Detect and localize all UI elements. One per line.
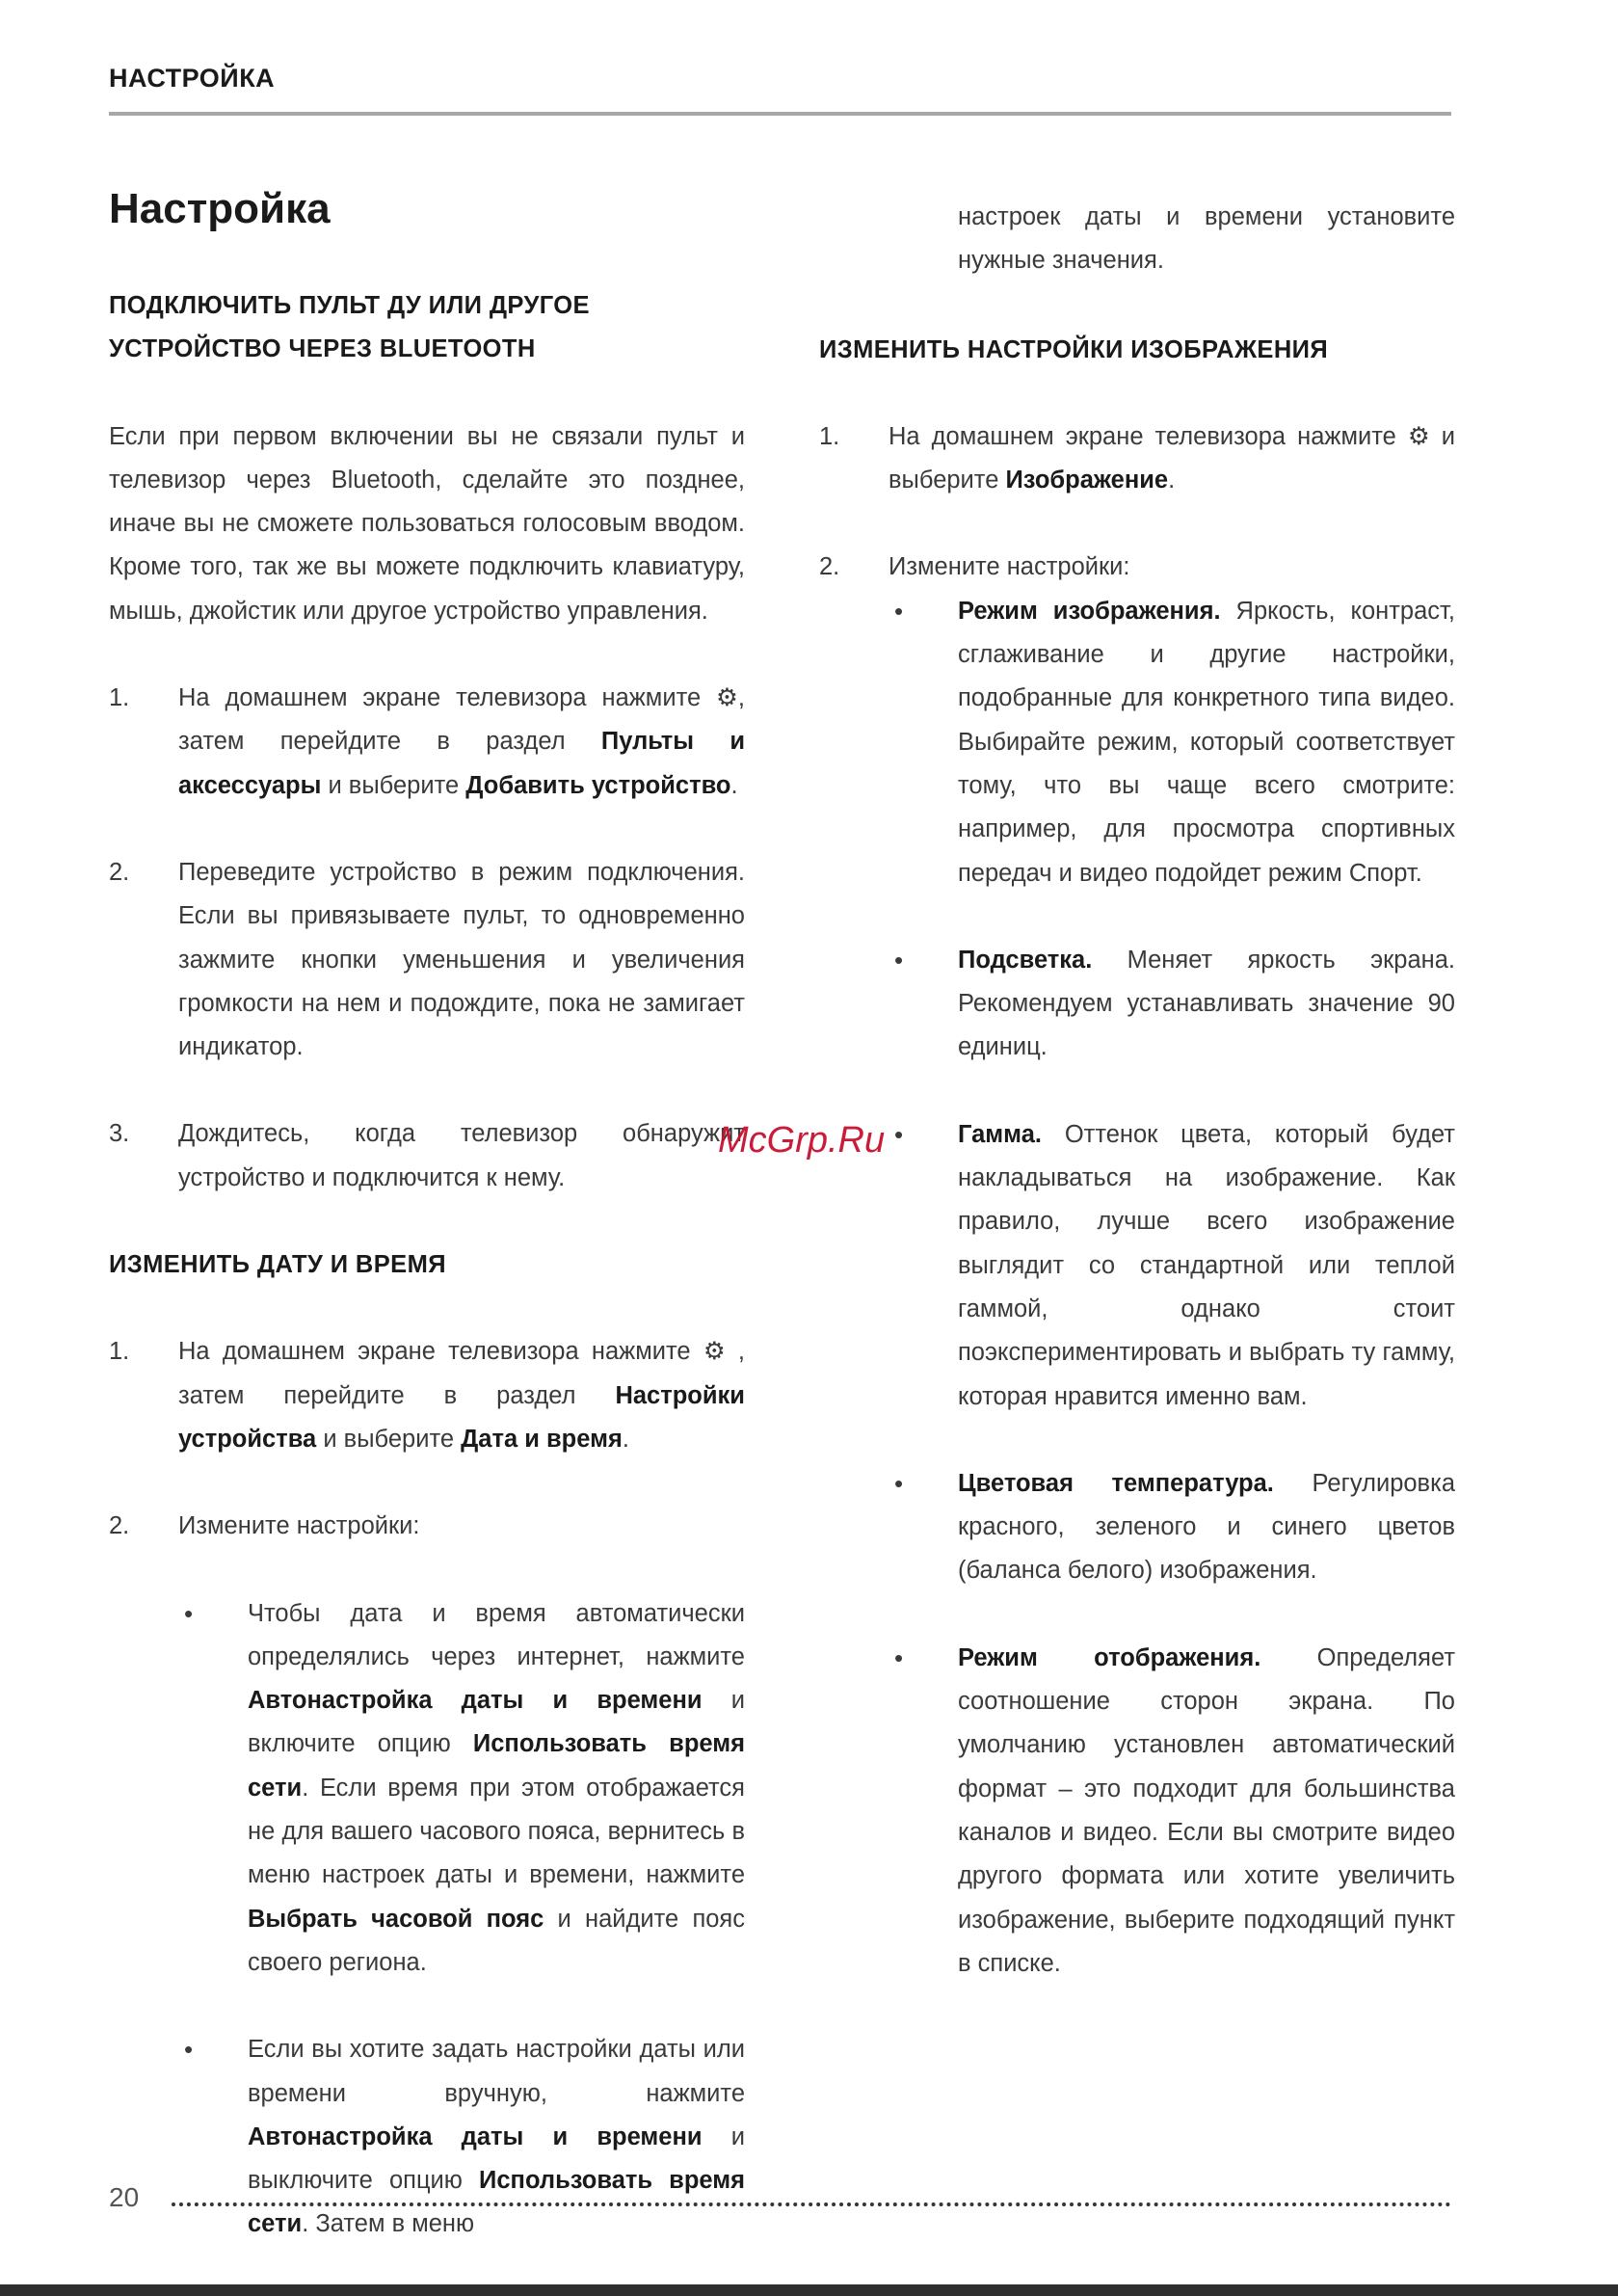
footer-dotted-rule xyxy=(172,2203,1451,2206)
bullet-icon: • xyxy=(894,1468,904,1498)
step-text: На домашнем экране телевизора нажмите ⚙ и выберите xyxy=(889,422,1455,494)
step-number: 2. xyxy=(109,858,130,886)
setting-description: Определяет соотношение сторон экрана. По умолчанию установлен автоматический формат – это подходит для большинства каналов и видео. Если вы смотрите видео другого формата или хотите увеличить изображение, выберите подходящий пункт в списке. xyxy=(958,1643,1455,1977)
setting-term: Режим изображения. xyxy=(958,597,1221,625)
header-rule xyxy=(109,112,1451,116)
step-number: 1. xyxy=(109,1338,130,1366)
setting-term: Цветовая температура. xyxy=(958,1469,1274,1497)
menu-path: Выбрать часовой пояс xyxy=(248,1905,544,1933)
bullet-icon: • xyxy=(894,1119,904,1149)
step-number: 2. xyxy=(109,1512,130,1540)
dt-bullet-auto xyxy=(184,1592,745,1986)
setting-term: Режим отображения. xyxy=(958,1643,1261,1671)
bullet-icon: • xyxy=(894,1642,904,1672)
setting-term: Подсветка. xyxy=(958,946,1093,974)
bottom-band xyxy=(0,2284,1618,2296)
bullet-text: . Если время при этом отображается не для вашего часового пояса, вернитесь в меню настроек даты и времени, нажмите xyxy=(248,1774,745,1889)
step-number: 1. xyxy=(819,422,840,450)
menu-path: Пульты и аксессуары xyxy=(178,728,745,799)
bullet-text: и включите опцию xyxy=(248,1687,745,1758)
bt-step-3 xyxy=(109,1112,745,1200)
setting-term: Гамма. xyxy=(958,1120,1042,1148)
right-column xyxy=(819,196,1455,1986)
bluetooth-intro: Если при первом включении вы не связали пульт и телевизор через Bluetooth, сделайте это позднее, иначе вы не сможете пользоваться голосовым вводом. Кроме того, так же вы можете подключить клавиатуру, мышь, джойстик или другое устройство управления. xyxy=(109,422,745,625)
page-title: Настройка xyxy=(109,185,331,232)
section-heading-datetime: ИЗМЕНИТЬ ДАТУ И ВРЕМЯ xyxy=(109,1251,446,1279)
step-text: Измените настройки: xyxy=(889,553,1130,581)
setting-description: Регулировка красного, зеленого и синего цветов (баланса белого) изображения. xyxy=(958,1469,1455,1585)
display-mode-item xyxy=(894,1637,1455,1986)
bullet-icon: • xyxy=(894,945,904,974)
img-step-2 xyxy=(819,546,1455,589)
setting-description: Оттенок цвета, который будет накладываться на изображение. Как правило, лучше всего изображение выглядит со стандартной или теплой гаммой, однако стоит поэкспериментировать и выбрать ту гамму, которая нравится именно вам. xyxy=(958,1120,1455,1410)
step-text: и выберите xyxy=(316,1425,462,1453)
picture-settings-list xyxy=(819,590,1455,1986)
menu-path: Добавить устройство xyxy=(465,771,731,799)
step-number: 3. xyxy=(109,1120,130,1148)
bullet-text: Если вы хотите задать настройки даты или времени вручную, нажмите xyxy=(248,2036,745,2107)
step-text: Измените настройки: xyxy=(178,1512,420,1540)
bt-step-1 xyxy=(109,677,745,808)
step-text: . xyxy=(622,1425,629,1453)
menu-path: Дата и время xyxy=(461,1425,623,1453)
gamma-item xyxy=(894,1113,1455,1419)
bullet-icon: • xyxy=(184,2035,194,2065)
heading-line: ПОДКЛЮЧИТЬ ПУЛЬТ ДУ ИЛИ ДРУГОЕ xyxy=(109,292,590,319)
menu-path: Использовать время сети xyxy=(248,1730,745,1802)
running-header: НАСТРОЙКА xyxy=(109,64,276,93)
bullet-text: Чтобы дата и время автоматически определялись через интернет, нажмите xyxy=(248,1599,745,1670)
img-step-1 xyxy=(819,415,1455,503)
bullet-icon: • xyxy=(894,596,904,626)
datetime-continuation: настроек даты и времени установите нужные значения. xyxy=(958,203,1455,275)
page-number: 20 xyxy=(109,2182,140,2212)
bullet-text: . Затем в меню xyxy=(302,2210,475,2238)
step-text: Дождитесь, когда телевизор обнаружит устройство и подключится к нему. xyxy=(178,1120,745,1191)
bullet-text: и выключите опцию xyxy=(248,2122,745,2195)
setting-description: Меняет яркость экрана. Рекомендуем устанавливать значение 90 единиц. xyxy=(958,946,1455,1061)
left-column xyxy=(109,284,745,2247)
color-temperature-item xyxy=(894,1462,1455,1593)
setting-description: Яркость, контраст, сглаживание и другие настройки, подобранные для конкретного типа видео. Выбирайте режим, который соответствует тому, что вы чаще всего смотрите: например, для просмотра спортивных передач и видео подойдет режим Спорт. xyxy=(958,597,1455,887)
step-text: Переведите устройство в режим подключения. Если вы привязываете пульт, то одновременно зажмите кнопки уменьшения и увеличения громкости на нем и подождите, пока не замигает индикатор. xyxy=(178,858,745,1061)
backlight-item xyxy=(894,939,1455,1070)
step-text: и выберите xyxy=(321,771,466,799)
step-text: На домашнем экране телевизора нажмите ⚙ , затем перейдите в раздел xyxy=(178,1338,745,1409)
dt-bullet-manual xyxy=(184,2028,745,2246)
watermark: McGrp.Ru xyxy=(718,1120,886,1161)
step-text: . xyxy=(730,771,738,799)
picture-mode-item xyxy=(894,590,1455,895)
menu-path: Автонастройка даты и времени xyxy=(248,2122,703,2150)
bt-step-2 xyxy=(109,851,745,1069)
dt-step-2 xyxy=(109,1505,745,1548)
section-heading-bluetooth xyxy=(109,284,745,372)
bullet-text: и найдите пояс своего региона. xyxy=(248,1905,745,1976)
bullet-icon: • xyxy=(184,1598,194,1628)
step-text: На домашнем экране телевизора нажмите ⚙, затем перейдите в раздел xyxy=(178,684,745,756)
step-number: 1. xyxy=(109,684,130,712)
heading-line: УСТРОЙСТВО ЧЕРЕЗ BLUETOOTH xyxy=(109,335,536,363)
menu-path: Автонастройка даты и времени xyxy=(248,1687,703,1715)
menu-path: Изображение xyxy=(1005,467,1169,494)
step-number: 2. xyxy=(819,553,840,581)
menu-path: Настройки устройства xyxy=(178,1381,745,1453)
section-heading-picture: ИЗМЕНИТЬ НАСТРОЙКИ ИЗОБРАЖЕНИЯ xyxy=(819,335,1329,363)
dt-step-1 xyxy=(109,1330,745,1461)
menu-path: Использовать время сети xyxy=(248,2167,745,2238)
step-text: . xyxy=(1168,467,1176,494)
dt-bullet-list xyxy=(109,1592,745,2247)
